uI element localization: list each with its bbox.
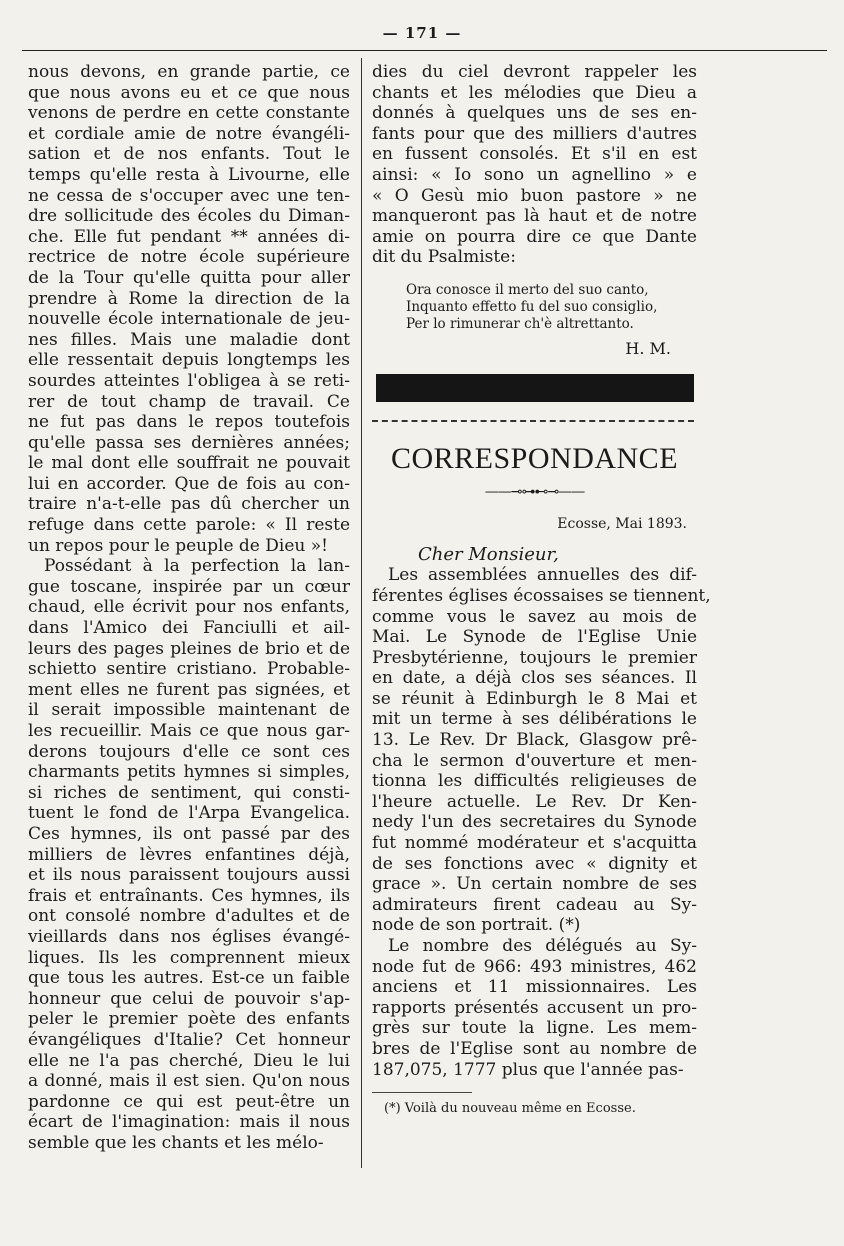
left-column-line: rer de tout champ de travail. Ce [28, 391, 350, 412]
left-column-line: semble que les chants et les mélo- [28, 1132, 324, 1153]
left-column-line: sation et de nos enfants. Tout le [28, 144, 350, 165]
letter-body-line: de ses fonctions avec « dignity et [372, 853, 697, 874]
letter-body-line: Presbytérienne, toujours le premier [372, 647, 697, 668]
right-intro-line: dit du Psalmiste: [372, 247, 516, 268]
letter-body-line: en date, a déjà clos ses séances. Il [372, 668, 697, 689]
letter-body-line: Les assemblées annuelles des dif- [388, 565, 697, 586]
right-intro-line: en fussent consolés. Et s'il en est [372, 144, 697, 165]
right-intro-line: donnés à quelques uns de ses en- [372, 103, 697, 124]
right-intro-line: « O Gesù mio buon pastore » ne [372, 185, 697, 206]
left-column-line: évangéliques d'Italie? Cet honneur [28, 1029, 350, 1050]
left-column-line: pardonne ce qui est peut-être un [28, 1091, 350, 1112]
quote-line: Inquanto effetto fu del suo consiglio, [406, 298, 658, 315]
dateline: Ecosse, Mai 1893. [557, 516, 687, 533]
left-column-line: vieillards dans nos églises évangé- [28, 926, 350, 947]
left-column-line: schietto sentire cristiano. Probable- [28, 659, 350, 680]
letter-body-line: comme vous le savez au mois de [372, 606, 697, 627]
left-column-line: ne cessa de s'occuper avec une ten- [28, 185, 350, 206]
left-column-line: dre sollicitude des écoles du Diman- [28, 206, 350, 227]
left-column-line: derons toujours d'elle ce sont ces [28, 741, 350, 762]
quote-line: Per lo rimunerar ch'è altrettanto. [406, 315, 634, 332]
letter-body-line: cha le sermon d'ouverture et men- [372, 750, 697, 771]
left-column-line: le mal dont elle souffrait ne pouvait [28, 453, 350, 474]
left-column-line: charmants petits hymnes si simples, [28, 762, 350, 783]
left-column-line: et cordiale amie de notre évangéli- [28, 123, 350, 144]
left-column-line: chaud, elle écrivit pour nos enfants, [28, 597, 350, 618]
letter-body-line: admirateurs firent cadeau au Sy- [372, 894, 697, 915]
dashed-rule [372, 420, 694, 422]
left-column-line: et ils nous paraissent toujours aussi [28, 865, 350, 886]
right-column-intro [372, 62, 697, 268]
letter-body [372, 565, 711, 1080]
left-column-line: che. Elle fut pendant ** années di- [28, 226, 350, 247]
left-column-line: temps qu'elle resta à Livourne, elle [28, 164, 350, 185]
left-column-line: a donné, mais il est sien. Qu'on nous [28, 1071, 350, 1092]
left-column-line: un repos pour le peuple de Dieu »! [28, 535, 328, 556]
letter-body-line: l'heure actuelle. Le Rev. Dr Ken- [372, 791, 697, 812]
left-column-line: prendre à Rome la direction de la [28, 288, 350, 309]
left-column-line: dans l'Amico dei Fanciulli et ail- [28, 618, 350, 639]
letter-body-line: 13. Le Rev. Dr Black, Glasgow prê- [372, 730, 697, 751]
left-column-line: tuent le fond de l'Arpa Evangelica. [28, 803, 350, 824]
letter-body-line: nedy l'un des secretaires du Synode [372, 812, 697, 833]
header-rule [22, 50, 827, 51]
salutation: Cher Monsieur, [418, 543, 559, 565]
left-column-line: sourdes atteintes l'obligea à se reti- [28, 370, 350, 391]
left-column-line: elle ne l'a pas cherché, Dieu le lui [28, 1050, 350, 1071]
black-band-divider [376, 374, 694, 402]
left-column-line: venons de perdre en cette constante [28, 103, 350, 124]
right-intro-line: fants pour que des milliers d'autres [372, 123, 697, 144]
letter-body-line: bres de l'Eglise sont au nombre de [372, 1038, 697, 1059]
right-column [372, 62, 711, 1120]
left-column-line: ment elles ne furent pas signées, et [28, 679, 350, 700]
left-column-line: qu'elle passa ses dernières années; [28, 432, 350, 453]
left-column-line: que nous avons eu et ce que nous [28, 82, 350, 103]
right-intro-line: chants et les mélodies que Dieu a [372, 82, 697, 103]
letter-body-line: fut nommé modérateur et s'acquitta [372, 833, 697, 854]
left-column-line: il serait impossible maintenant de [28, 700, 350, 721]
left-column-line: si riches de sentiment, qui consti- [28, 782, 350, 803]
left-column-line: ont consolé nombre d'adultes et de [28, 906, 350, 927]
left-column-line: honneur que celui de pouvoir s'ap- [28, 988, 350, 1009]
letter-body-line: Le nombre des délégués au Sy- [388, 936, 697, 956]
letter-body-line: node de son portrait. (*) [372, 915, 581, 936]
letter-body-line: grace ». Un certain nombre de ses [372, 874, 697, 895]
letter-body-line: férentes églises écossaises se tiennent, [372, 585, 711, 606]
left-column-line: traire n'a-t-elle pas dû chercher un [28, 494, 350, 515]
letter-body-line: grès sur toute la ligne. Les mem- [372, 1018, 697, 1039]
right-intro-line: dies du ciel devront rappeler les [372, 62, 697, 82]
left-column-line: milliers de lèvres enfantines déjà, [28, 844, 350, 865]
letter-body-line: node fut de 966: 493 ministres, 462 [372, 956, 697, 977]
left-column-line: elle ressentait depuis longtemps les [28, 350, 350, 371]
section-title: CORRESPONDANCE [390, 441, 679, 475]
left-column-line: que tous les autres. Est-ce un faible [28, 968, 350, 989]
left-column-line: nouvelle école internationale de jeu- [28, 309, 350, 330]
left-column-line: Possédant à la perfection la lan- [44, 556, 350, 577]
letter-body-line: anciens et 11 missionnaires. Les [372, 977, 697, 998]
page-number: — 171 — [382, 24, 462, 42]
left-column-line: refuge dans cette parole: « Il reste [28, 515, 350, 536]
footnote: (*) Voilà du nouveau même en Ecosse. [384, 1101, 636, 1117]
left-column-line: de la Tour qu'elle quitta pour aller [28, 267, 350, 288]
right-intro-line: amie on pourra dire ce que Dante [372, 226, 697, 247]
dante-quote [372, 282, 697, 333]
left-column [28, 62, 350, 1153]
letter-body-line: mit un terme à ses délibérations le [372, 709, 697, 730]
left-column-line: liques. Ils les comprennent mieux [28, 947, 350, 968]
left-column-line: nes filles. Mais une maladie dont [28, 329, 350, 350]
left-column-line: leurs des pages pleines de brio et de [28, 638, 350, 659]
left-column-line: les recueillir. Mais ce que nous gar- [28, 721, 350, 741]
left-column-line: écart de l'imagination: mais il nous [28, 1112, 350, 1133]
signature: H. M. [625, 338, 671, 358]
left-column-line: ne fut pas dans le repos toutefois [28, 412, 350, 433]
quote-line: Ora conosce il merto del suo canto, [406, 281, 649, 298]
footnote-rule [372, 1092, 472, 1093]
letter-body-line: 187,075, 1777 plus que l'année pas- [372, 1059, 684, 1080]
left-column-line: gue toscane, inspirée par un cœur [28, 576, 350, 597]
letter-body-line: se réunit à Edinburgh le 8 Mai et [372, 688, 697, 709]
column-divider [361, 58, 362, 1168]
left-column-line: Ces hymnes, ils ont passé par des [28, 823, 350, 844]
left-column-line: frais et entraînants. Ces hymnes, ils [28, 885, 350, 906]
letter-body-line: tionna les difficultés religieuses de [372, 771, 697, 792]
letter-body-line: Mai. Le Synode de l'Eglise Unie [372, 627, 697, 648]
ornament-divider: ——⊸⊶⊷⊸—— [484, 483, 585, 500]
right-intro-line: ainsi: « Io sono un agnellino » e [372, 164, 697, 185]
left-column-line: peler le premier poète des enfants [28, 1009, 350, 1030]
left-column-line: lui en accorder. Que de fois au con- [28, 473, 350, 494]
left-column-line: rectrice de notre école supérieure [28, 247, 350, 268]
left-column-line: nous devons, en grande partie, ce [28, 62, 350, 82]
letter-body-line: rapports présentés accusent un pro- [372, 997, 697, 1018]
right-intro-line: manqueront pas là haut et de notre [372, 206, 697, 227]
